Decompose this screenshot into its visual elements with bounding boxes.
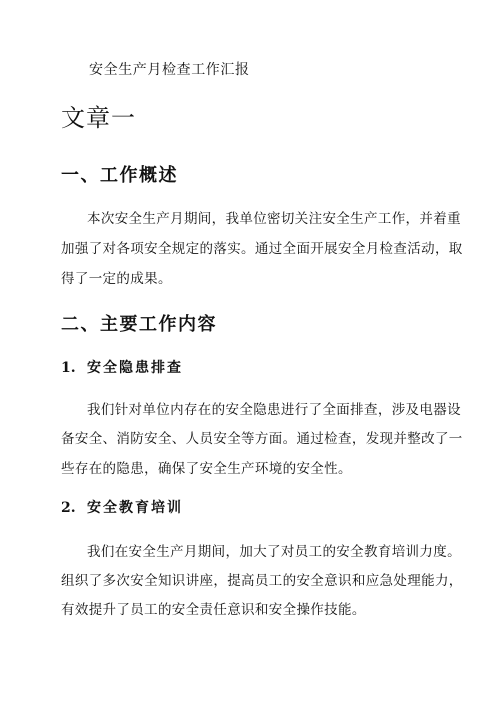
subsection-title: 安全教育培训 <box>87 500 183 516</box>
paragraph-line: 备安全、消防安全、人员安全等方面。通过检查，发现并整改了一 <box>61 431 463 447</box>
paragraph-line: 有效提升了员工的安全责任意识和安全操作技能。 <box>61 602 366 618</box>
paragraph-line: 我们在安全生产月期间，加大了对员工的安全教育培训力度。 <box>87 544 461 560</box>
paragraph-line: 组织了多次安全知识讲座，提高员工的安全意识和应急处理能力， <box>61 573 463 589</box>
subsection-heading-hazard-inspection <box>61 357 183 377</box>
section-heading-main-work: 二、主要工作内容 <box>61 314 217 335</box>
subsection-number: 1. <box>61 360 76 376</box>
paragraph-line: 本次安全生产月期间，我单位密切关注安全生产工作，并着重 <box>87 211 461 227</box>
document-title: 安全生产月检查工作汇报 <box>89 62 250 78</box>
paragraph-line: 些存在的隐患，确保了安全生产环境的安全性。 <box>61 461 352 477</box>
subsection-title: 安全隐患排查 <box>87 360 183 376</box>
article-heading: 文章一 <box>61 104 136 132</box>
paragraph-line: 我们针对单位内存在的安全隐患进行了全面排查，涉及电器设 <box>87 402 461 418</box>
paragraph-line: 加强了对各项安全规定的落实。通过全面开展安全月检查活动，取 <box>61 241 463 257</box>
subsection-number: 2. <box>61 500 76 516</box>
subsection-heading-safety-training <box>61 497 183 517</box>
section-heading-overview: 一、工作概述 <box>61 165 178 186</box>
paragraph-line: 得了一定的成果。 <box>61 271 172 287</box>
